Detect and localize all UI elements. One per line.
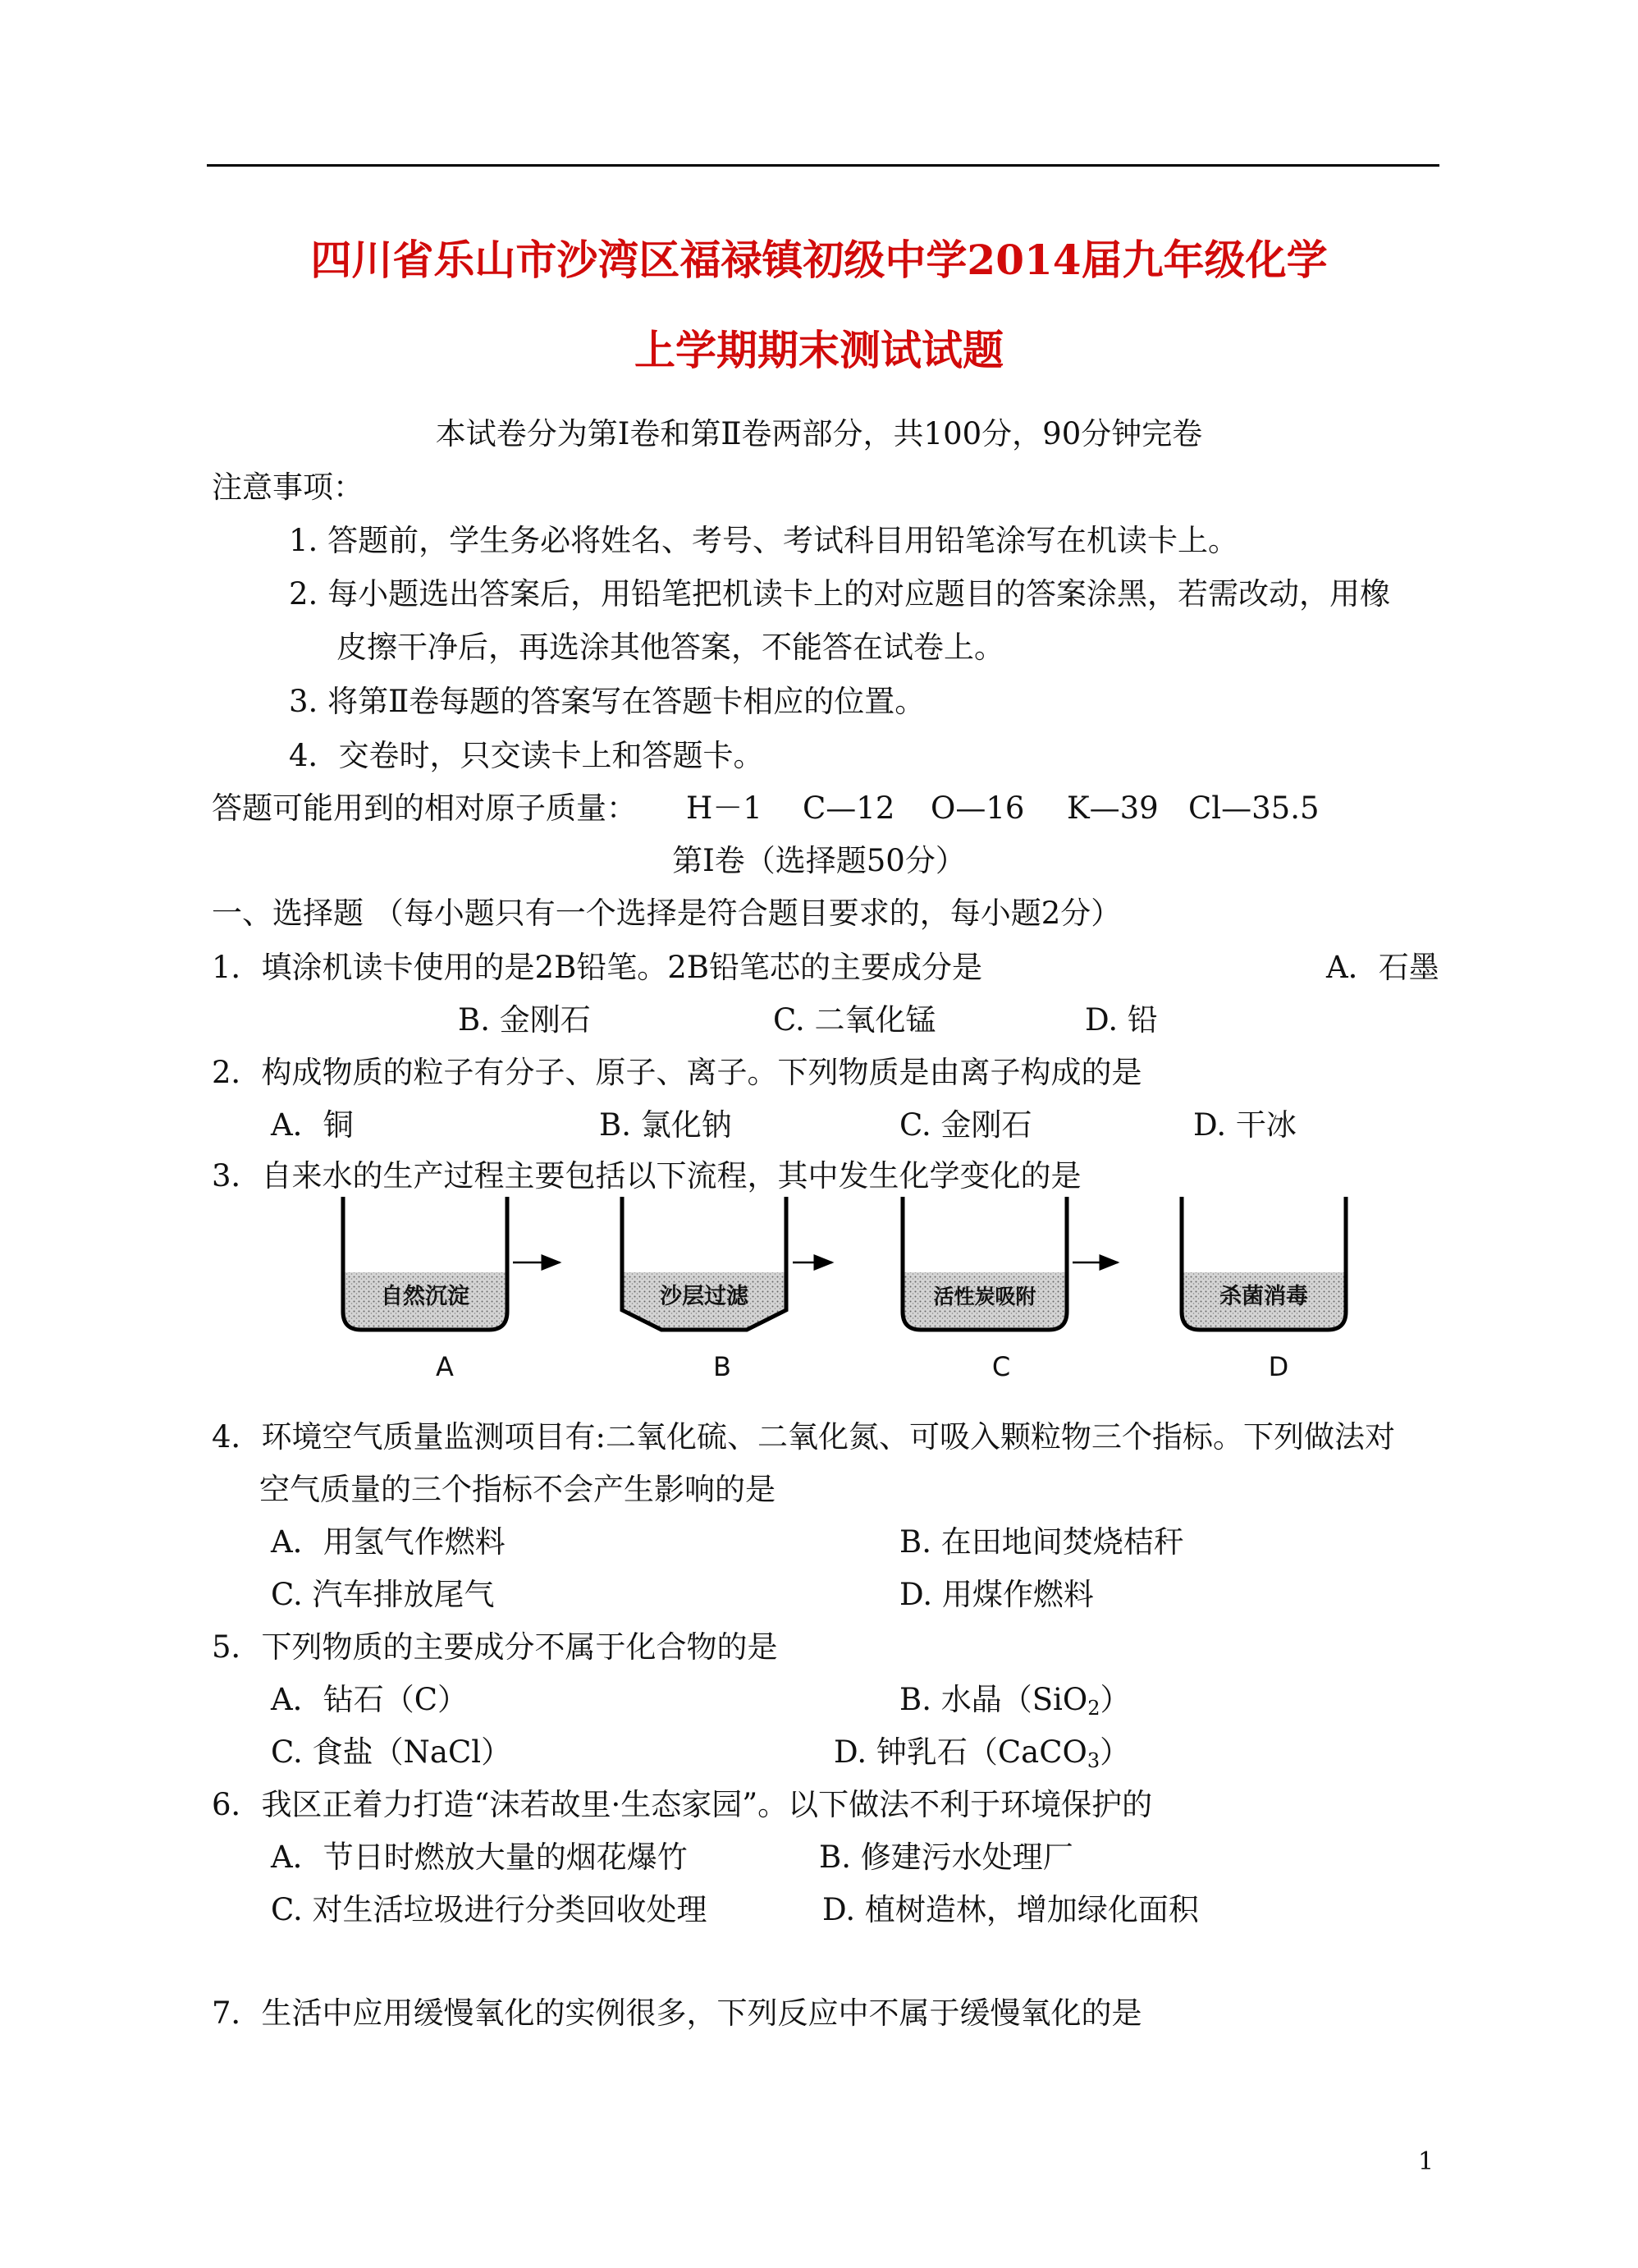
notice-item-2-cont: 皮擦干净后，再选涂其他答案，不能答在试卷上。	[336, 630, 1004, 665]
page-number: 1	[1418, 2147, 1434, 2176]
atomic-mass-h: H－1	[686, 790, 762, 826]
q6-option-d: D. 植树造林，增加绿化面积	[822, 1892, 1199, 1927]
section1-title: 第Ⅰ卷（选择题50分）	[672, 843, 966, 878]
q2-option-d: D. 干冰	[1193, 1107, 1297, 1143]
q6-option-a: A．节日时燃放大量的烟花爆竹	[271, 1840, 688, 1875]
notice-item-4: 4．交卷时，只交读卡上和答题卡。	[289, 738, 764, 773]
q5-option-a: A．钻石（C）	[271, 1682, 469, 1717]
tank-b	[622, 1197, 786, 1330]
tank-c-letter: C	[991, 1351, 1011, 1382]
q4-stem-line2: 空气质量的三个指标不会产生影响的是	[259, 1472, 776, 1507]
atomic-mass-o: O—16	[931, 790, 1025, 826]
tank-b-label: 沙层过滤	[660, 1284, 748, 1309]
notice-item-1: 1. 答题前，学生务必将姓名、考号、考试科目用铅笔涂写在机读卡上。	[289, 523, 1239, 558]
q3-stem: 3．自来水的生产过程主要包括以下流程，其中发生化学变化的是	[212, 1158, 1082, 1194]
exam-title-line2: 上学期期末测试试题	[634, 326, 1004, 374]
q4-option-a: A．用氢气作燃料	[271, 1524, 506, 1560]
tank-d-label: 杀菌消毒	[1219, 1284, 1308, 1309]
q5-stem: 5．下列物质的主要成分不属于化合物的是	[212, 1629, 778, 1665]
header-rule	[207, 164, 1439, 167]
atomic-mass-label: 答题可能用到的相对原子质量：	[212, 790, 637, 826]
tank-d	[1182, 1197, 1346, 1330]
q7-stem: 7．生活中应用缓慢氧化的实例很多，下列反应中不属于缓慢氧化的是	[212, 1995, 1142, 2031]
notice-item-3: 3. 将第Ⅱ卷每题的答案写在答题卡相应的位置。	[289, 684, 926, 719]
notice-heading: 注意事项：	[212, 470, 364, 505]
q2-stem: 2．构成物质的粒子有分子、原子、离子。下列物质是由离子构成的是	[212, 1055, 1142, 1090]
tank-b-letter: B	[713, 1351, 731, 1382]
q2-option-c: C. 金刚石	[899, 1107, 1032, 1143]
notice-item-2: 2. 每小题选出答案后，用铅笔把机读卡上的对应题目的答案涂黑，若需改动，用橡	[289, 576, 1391, 612]
q6-stem: 6．我区正着力打造“沫若故里·生态家园”。以下做法不利于环境保护的	[212, 1787, 1153, 1822]
tank-d-letter: D	[1268, 1351, 1289, 1382]
tank-a-letter: A	[436, 1351, 454, 1382]
q4-option-b: B. 在田地间焚烧桔秆	[899, 1524, 1184, 1560]
q4-option-c: C. 汽车排放尾气	[271, 1577, 495, 1612]
q5-option-d: D. 钟乳石（CaCO$_3$）	[834, 1734, 1131, 1772]
q1-option-d: D. 铅	[1085, 1002, 1158, 1038]
exam-intro: 本试卷分为第Ⅰ卷和第Ⅱ卷两部分，共100分，90分钟完卷	[435, 416, 1203, 451]
atomic-mass-cl: Cl—35.5	[1188, 790, 1320, 826]
q1-option-a: A．石墨	[1326, 950, 1439, 985]
q4-stem-line1: 4．环境空气质量监测项目有:二氧化硫、二氧化氮、可吸入颗粒物三个指标。下列做法对	[212, 1419, 1396, 1455]
q1-option-b: B. 金刚石	[458, 1002, 591, 1038]
tank-a	[343, 1197, 507, 1330]
water-treatment-diagram	[328, 1197, 1387, 1386]
q1-option-c: C. 二氧化锰	[773, 1002, 936, 1038]
q5-option-c: C. 食盐（NaCl）	[271, 1734, 512, 1770]
q4-option-d: D. 用煤作燃料	[899, 1577, 1094, 1612]
section1-heading: 一、选择题 （每小题只有一个选择是符合题目要求的，每小题2分）	[212, 896, 1122, 931]
q1-stem: 1．填涂机读卡使用的是2B铅笔。2B铅笔芯的主要成分是	[212, 950, 983, 985]
q2-option-a: A．铜	[271, 1107, 354, 1143]
tank-c-label: 活性炭吸附	[933, 1285, 1036, 1308]
atomic-mass-c: C—12	[803, 790, 895, 826]
q5-option-b: B. 水晶（SiO$_2$）	[899, 1682, 1131, 1720]
q6-option-b: B. 修建污水处理厂	[819, 1840, 1073, 1875]
q6-option-c: C. 对生活垃圾进行分类回收处理	[271, 1892, 707, 1927]
exam-title-line1: 四川省乐山市沙湾区福禄镇初级中学2014届九年级化学	[310, 236, 1328, 284]
q2-option-b: B. 氯化钠	[599, 1107, 732, 1143]
tank-a-label: 自然沉淀	[381, 1284, 469, 1309]
atomic-mass-k: K—39	[1067, 790, 1159, 826]
tank-c	[903, 1197, 1067, 1330]
